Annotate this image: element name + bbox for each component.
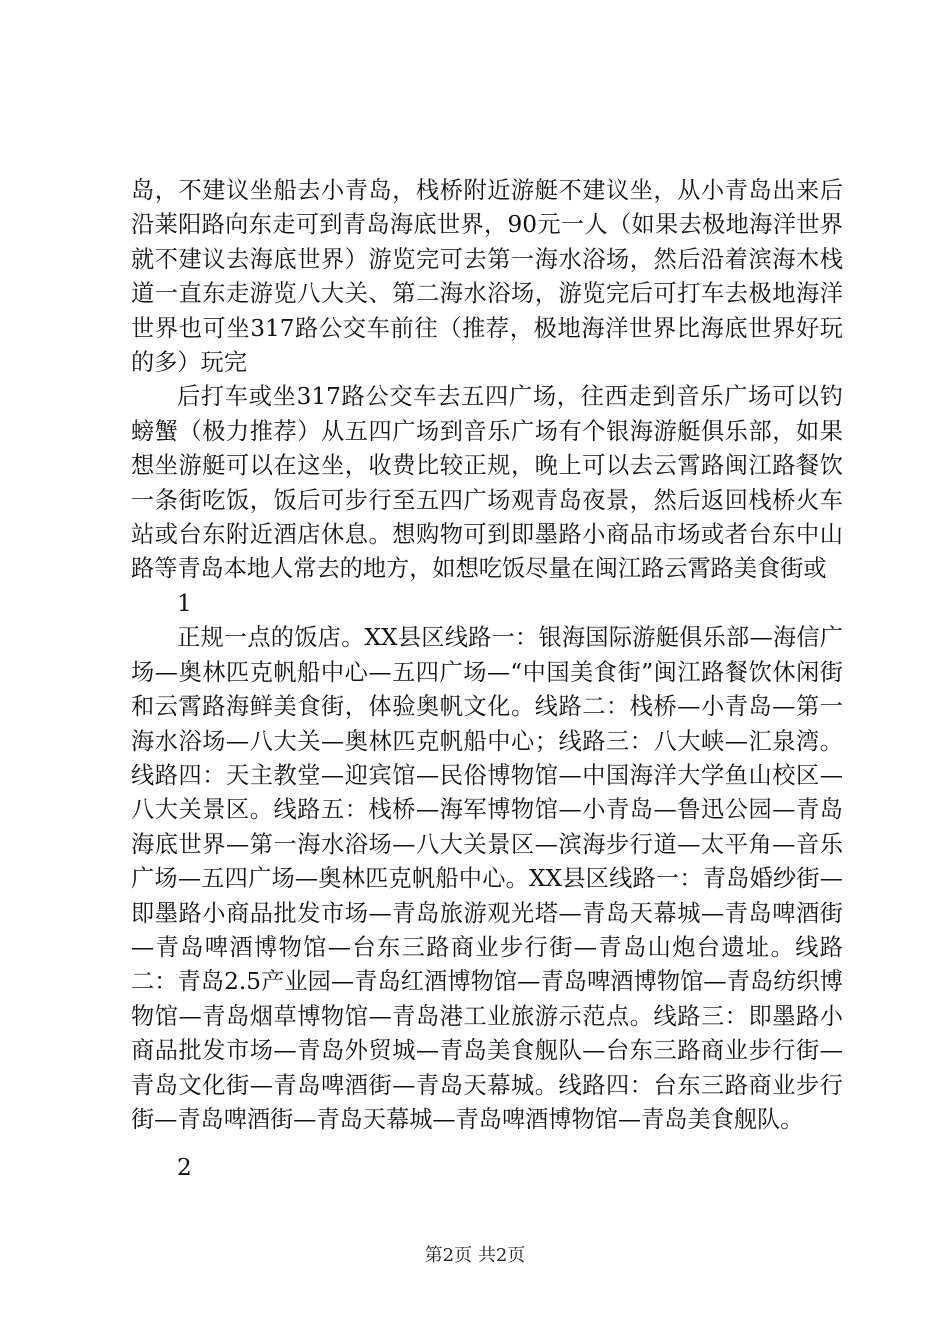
document-body bbox=[131, 174, 843, 1186]
inline-page-number-2: 2 bbox=[177, 1154, 192, 1182]
paragraph-1: 岛，不建议坐船去小青岛，栈桥附近游艇不建议坐，从小青岛出来后沿莱阳路向东走可到青岛海底世界，90元一人（如果去极地海洋世界就不建议去海底世界）游览完可去第一海水浴场，然后沿着滨海木栈道一直东走游览八大关、第二海水浴场，游览完后可打车去极地海洋世界也可坐317路公交车前往（推荐，极地海洋世界比海底世界好玩的多）玩完 bbox=[131, 177, 843, 377]
paragraph-2: 后打车或坐317路公交车去五四广场，往西走到音乐广场可以钓螃蟹（极力推荐）从五四广场到音乐广场有个银海游艇俱乐部，如果想坐游艇可以在这坐，收费比较正规，晚上可以去云霄路闽江路餐饮一条街吃饭，饭后可步行至五四广场观青岛夜景，然后返回栈桥火车站或台东附近酒店休息。想购物可到即墨路小商品市场或者台东中山路等青岛本地人常去的地方，如想吃饭尽量在闽江路云霄路美食街或 bbox=[131, 383, 843, 583]
page-footer: 第2页 共2页 bbox=[424, 1245, 526, 1266]
inline-page-number-1: 1 bbox=[177, 589, 192, 617]
paragraph-3: 正规一点的饭店。XX县区线路一：银海国际游艇俱乐部—海信广场—奥林匹克帆船中心—五四广场—“中国美食街”闽江路餐饮休闲街和云霄路海鲜美食街，体验奥帆文化。线路二：栈桥—小青岛—第一海水浴场—八大关—奥林匹克帆船中心；线路三：八大峡—汇泉湾。线路四：天主教堂—迎宾馆—民俗博物馆—中国海洋大学鱼山校区—八大关景区。线路五：栈桥—海军博物馆—小青岛—鲁迅公园—青岛海底世界—第一海水浴场—八大关景区—滨海步行道—太平角—音乐广场—五四广场—奥林匹克帆船中心。XX县区线路一：青岛婚纱街—即墨路小商品批发市场—青岛旅游观光塔—青岛天幕城—青岛啤酒街—青岛啤酒博物馆—台东三路商业步行街—青岛山炮台遗址。线路二：青岛2.5产业园—青岛红酒博物馆—青岛啤酒博物馆—青岛纺织博物馆—青岛烟草博物馆—青岛港工业旅游示范点。线路三：即墨路小商品批发市场—青岛外贸城—青岛美食舰队—台东三路商业步行街—青岛文化街—青岛啤酒街—青岛天幕城。线路四：台东三路商业步行街—青岛啤酒街—青岛天幕城—青岛啤酒博物馆—青岛美食舰队。 bbox=[131, 624, 843, 1133]
